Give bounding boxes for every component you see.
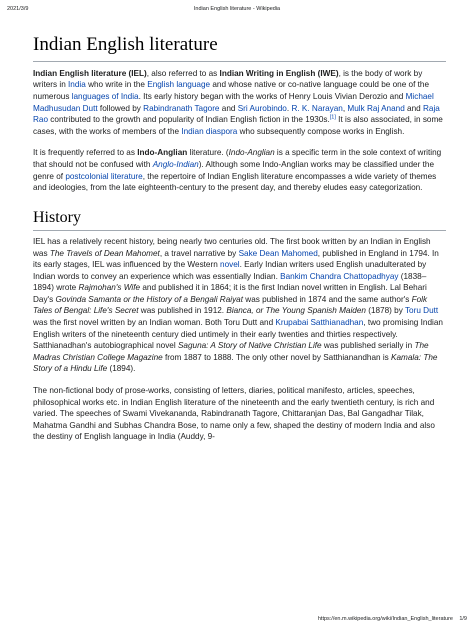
article-content — [33, 34, 446, 453]
text: (1878) by — [365, 306, 405, 316]
italic-title: Bianca, or The Young Spanish Maiden — [226, 306, 366, 316]
page-number: 1/9 — [459, 616, 467, 622]
text: who subsequently compose works in English. — [237, 126, 405, 136]
article-title: Indian English literature — [33, 34, 446, 62]
print-header — [7, 6, 467, 16]
italic-title: Govinda Samanta or the History of a Bengali Raiyat — [55, 294, 244, 304]
link-bankim-chandra-chattopadhyay[interactable]: Bankim Chandra Chattopadhyay — [280, 271, 399, 281]
bold-term: Indo-Anglian — [137, 148, 188, 158]
link-toru-dutt[interactable]: Toru Dutt — [404, 306, 439, 316]
link-india[interactable]: India — [68, 80, 86, 90]
link-english-language[interactable]: English language — [147, 80, 211, 90]
text: and — [219, 103, 238, 113]
history-paragraph-2 — [33, 385, 446, 443]
text: , is the body of work by writers in — [33, 68, 423, 90]
print-date: 2021/3/9 — [7, 6, 29, 12]
print-doc-title: Indian English literature - Wikipedia — [193, 6, 281, 12]
text: followed by — [97, 103, 144, 113]
link-raja-rao[interactable]: Raja Rao — [33, 103, 440, 125]
text: IEL has a relatively recent history, being nearly two centuries old. The first book written by an Indian in English was — [33, 236, 431, 258]
text: It is frequently referred to as — [33, 148, 138, 158]
link-indian-diaspora[interactable]: Indian diaspora — [181, 126, 238, 136]
text: , published in England in 1794. In its early stages, IEL was influenced by the Western — [33, 248, 439, 270]
link-languages-of-india[interactable]: languages of India — [71, 91, 139, 101]
link-rabindranath-tagore[interactable]: Rabindranath Tagore — [143, 103, 220, 113]
text: . Early Indian writers used English unadulterated by Indian words to convey an experience which was essentially Indian. — [33, 260, 427, 281]
text: , also referred to as — [146, 68, 220, 78]
italic-term: Indo-Anglian — [228, 148, 275, 158]
italic-title: Saguna: A Story of Native Christian Life — [177, 341, 322, 351]
link-mulk-raj-anand[interactable]: Mulk Raj Anand — [347, 103, 405, 113]
link-anglo-indian[interactable]: Anglo-Indian — [152, 159, 199, 169]
text: . Its early history began with the works of Henry Louis Vivian Derozio and — [138, 91, 406, 101]
text: The non-fictional body of prose-works, consisting of letters, diaries, political manifesto, articles, speeches, philosophical works etc. in Indian English literature of the nineteenth and the early twentieth century, is rich and varied. The speeches of Swami Vivekananda, Rabindranath Tagore, Chittaranjan Das, Bal Gangadhar Tilak, Mahatma Gandhi and Subhas Chandra Bose, to name only a few, shaped the destiny of modern India and also the destiny of English language in India (Auddy, 9- — [33, 386, 435, 442]
italic-title: Kamala: The Story of a Hindu Life — [33, 352, 438, 374]
italic-title: The Madras Christian College Magazine — [33, 341, 429, 362]
text: , — [342, 103, 348, 113]
italic-title: The Travels of Dean Mahomet — [49, 248, 160, 258]
print-footer — [7, 616, 467, 626]
text: , the repertoire of Indian English literature encompasses a wide variety of themes and ideologies, from the late eighteenth-century to the present day, and thereby eludes easy categorization. — [33, 171, 437, 193]
link-krupabai-satthianadhan[interactable]: Krupabai Satthianadhan — [275, 318, 364, 328]
text: (1838–1894) wrote — [33, 271, 427, 293]
text: and whose native or co-native language could be one of the numerous — [33, 80, 430, 101]
print-url: https://en.m.wikipedia.org/wiki/Indian_English_literature — [317, 616, 453, 622]
second-paragraph — [33, 147, 446, 193]
text: and — [404, 103, 423, 113]
text: It is also associated, in some cases, with the works of members of the — [33, 115, 443, 136]
bold-term: Indian Writing in English (IWE) — [219, 68, 339, 78]
text: was the first novel written by an Indian woman. Both Toru Dutt and — [33, 318, 276, 328]
text: , a travel narrative by — [159, 248, 239, 258]
italic-title: Folk Tales of Bengal: Life's Secret — [33, 294, 428, 316]
text: ). Although some Indo-Anglian works may be classified under the genre of — [33, 159, 434, 181]
text: was published in 1912. — [138, 306, 227, 316]
text: literature. ( — [187, 148, 229, 158]
link-michael-madhusudan-dutt[interactable]: Michael Madhusudan Dutt — [33, 91, 434, 113]
text: who write in the — [85, 80, 148, 90]
text: (1894). — [107, 364, 136, 374]
link-sri-aurobindo[interactable]: Sri Aurobindo — [237, 103, 287, 113]
text: , two promising Indian English writers of the nineteenth century died untimely in their early twenties and thirties respectively. Satthianadhan's autobiographical novel — [33, 318, 443, 351]
link-sake-dean-mahomed[interactable]: Sake Dean Mahomed — [238, 248, 318, 258]
text: . — [286, 103, 292, 113]
text: from 1887 to 1888. The only other novel by Satthianandhan is — [162, 352, 392, 362]
italic-title: Rajmohan's Wife — [78, 283, 141, 293]
section-heading-history: History — [33, 208, 446, 231]
text: was published serially in — [321, 341, 415, 351]
link-postcolonial-literature[interactable]: postcolonial literature — [65, 171, 143, 181]
reference-link[interactable]: [1] — [329, 114, 336, 121]
history-paragraph-1 — [33, 236, 446, 375]
link-rk-narayan[interactable]: R. K. Narayan — [291, 103, 343, 113]
bold-term: Indian English literature (IEL) — [33, 68, 147, 78]
text: contributed to the growth and popularity of Indian English fiction in the 1930s. — [48, 115, 330, 125]
intro-paragraph — [33, 68, 446, 138]
text: and published it in 1864; it is the first Indian novel written in English. Lal Behari Day's — [33, 283, 427, 304]
text: is a specific term in the sole context of writing that should not be confused with — [33, 148, 442, 169]
link-novel[interactable]: novel — [220, 260, 240, 270]
text: was published in 1874 and the same author's — [243, 294, 412, 304]
